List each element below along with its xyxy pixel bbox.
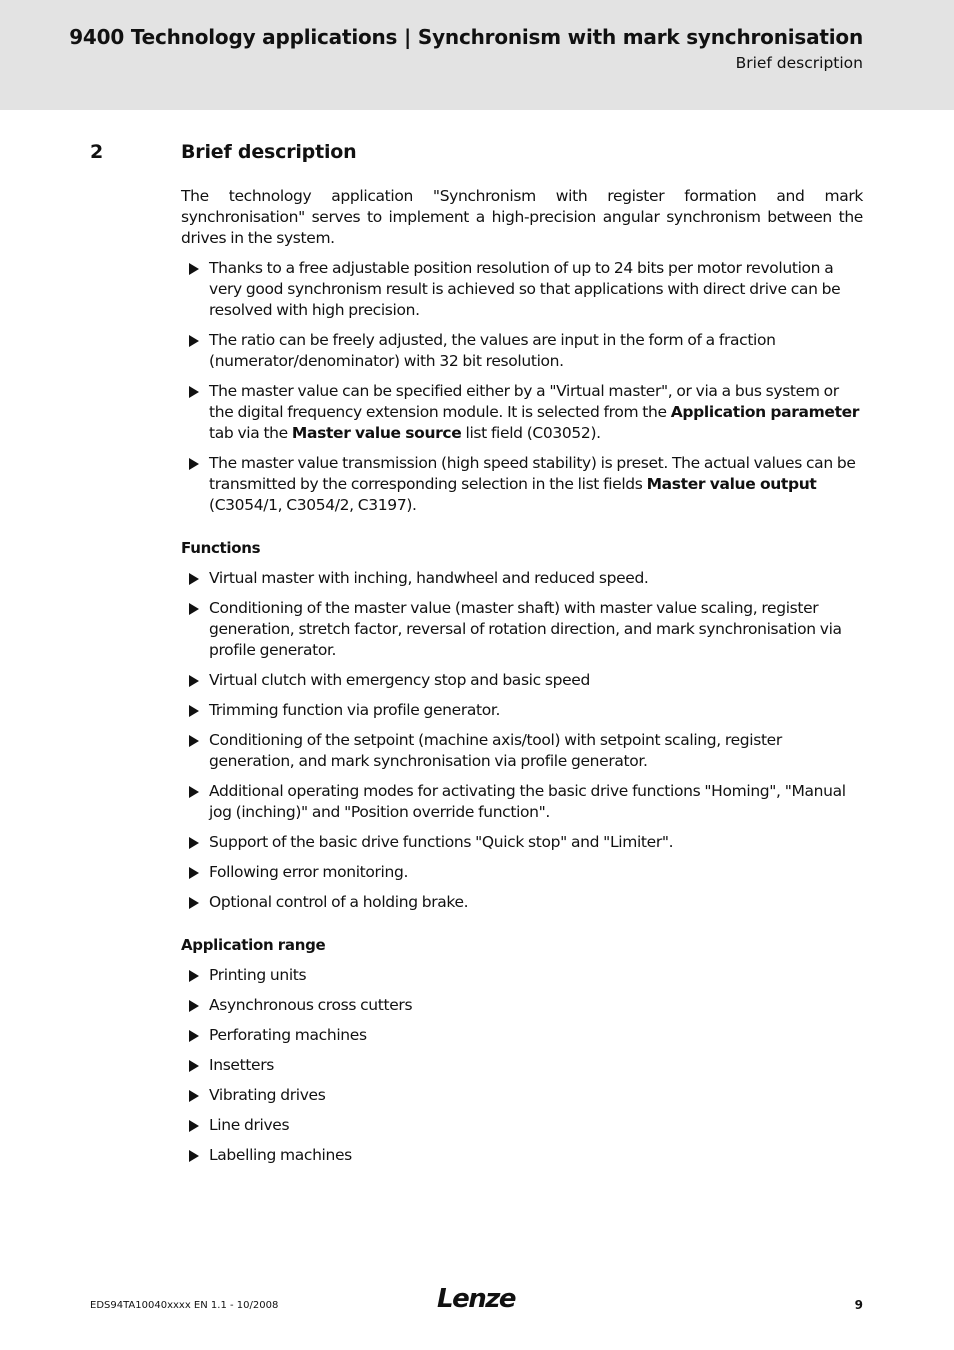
list-item-text: The master value transmission (high speed stability) is preset. The actual values can be transmitted by the corresponding selection in the list fields: [209, 454, 856, 493]
bullet-arrow-icon: [189, 335, 199, 347]
list-item: [181, 700, 863, 721]
header-title: 9400 Technology applications | Synchronism with mark synchronisation: [69, 25, 863, 49]
section-title: Brief description: [181, 141, 357, 163]
list-item: [181, 862, 863, 883]
list-item: [181, 453, 863, 516]
bullet-arrow-icon: [189, 897, 199, 909]
main-content: [181, 186, 863, 1175]
page-header: [0, 0, 954, 110]
list-item-text: Virtual master with inching, handwheel and reduced speed.: [209, 569, 649, 587]
list-item: [181, 1115, 863, 1136]
bold-term: Master value source: [291, 424, 462, 442]
bullet-arrow-icon: [189, 263, 199, 275]
bullet-arrow-icon: [189, 837, 199, 849]
bullet-arrow-icon: [189, 735, 199, 747]
list-item-text: Line drives: [209, 1116, 290, 1134]
list-item-text: Labelling machines: [209, 1146, 352, 1164]
list-item: [181, 1055, 863, 1076]
bold-term: Master value output: [646, 475, 817, 493]
list-item: [181, 598, 863, 661]
list-item: [181, 381, 863, 444]
list-item-text: Vibrating drives: [209, 1086, 326, 1104]
list-item-text: Conditioning of the master value (master shaft) with master value scaling, register generation, stretch factor, reversal of rotation direction, and mark synchronisation via profile generator.: [209, 599, 842, 659]
bullet-arrow-icon: [189, 1150, 199, 1162]
bullet-arrow-icon: [189, 1090, 199, 1102]
bullet-arrow-icon: [189, 786, 199, 798]
list-item: [181, 1145, 863, 1166]
list-item-text: Optional control of a holding brake.: [209, 893, 469, 911]
bullet-arrow-icon: [189, 675, 199, 687]
list-item-text: Following error monitoring.: [209, 863, 409, 881]
list-item-text: (C3054/1, C3054/2, C3197).: [209, 496, 417, 514]
bullet-arrow-icon: [189, 705, 199, 717]
list-item-text: Support of the basic drive functions "Quick stop" and "Limiter".: [209, 833, 674, 851]
bullet-arrow-icon: [189, 603, 199, 615]
footer-document-id: EDS94TA10040xxxx EN 1.1 - 10/2008: [90, 1300, 279, 1311]
bullet-arrow-icon: [189, 573, 199, 585]
section-number: 2: [90, 141, 104, 163]
list-item-text: Insetters: [209, 1056, 274, 1074]
bullet-arrow-icon: [189, 458, 199, 470]
application-range-heading: Application range: [181, 936, 326, 954]
list-item-text: Virtual clutch with emergency stop and basic speed: [209, 671, 590, 689]
bold-term: Application parameter: [670, 403, 860, 421]
functions-list: [181, 568, 863, 913]
list-item: [181, 568, 863, 589]
bullet-arrow-icon: [189, 970, 199, 982]
lenze-logo: Lenze: [437, 1284, 515, 1314]
bullet-arrow-icon: [189, 1120, 199, 1132]
list-item-text: Printing units: [209, 966, 307, 984]
list-item: [181, 670, 863, 691]
feature-list: [181, 258, 863, 516]
list-item: [181, 258, 863, 321]
bullet-arrow-icon: [189, 1030, 199, 1042]
bullet-arrow-icon: [189, 1060, 199, 1072]
bullet-arrow-icon: [189, 1000, 199, 1012]
list-item-text: The ratio can be freely adjusted, the values are input in the form of a fraction (numerator/denominator) with 32 bit resolution.: [209, 331, 776, 370]
list-item-text: Thanks to a free adjustable position resolution of up to 24 bits per motor revolution a very good synchronism result is achieved so that applications with direct drive can be resolved with high precision.: [209, 259, 841, 319]
functions-heading: Functions: [181, 539, 261, 557]
list-item: [181, 1085, 863, 1106]
list-item: [181, 832, 863, 853]
list-item-text: Asynchronous cross cutters: [209, 996, 413, 1014]
list-item-text: Perforating machines: [209, 1026, 367, 1044]
list-item-text: Trimming function via profile generator.: [209, 701, 501, 719]
list-item-text: Additional operating modes for activating the basic drive functions "Homing", "Manual jog (inching)" and "Position override function".: [209, 782, 846, 821]
list-item: [181, 1025, 863, 1046]
bullet-arrow-icon: [189, 386, 199, 398]
header-subtitle: Brief description: [735, 54, 863, 72]
list-item: [181, 330, 863, 372]
application-range-list: [181, 965, 863, 1166]
list-item: [181, 995, 863, 1016]
list-item: [181, 730, 863, 772]
list-item: [181, 965, 863, 986]
page-number: 9: [854, 1298, 863, 1312]
list-item-text: list field (C03052).: [461, 424, 601, 442]
bullet-arrow-icon: [189, 867, 199, 879]
intro-paragraph: The technology application "Synchronism with register formation and mark synchronisation" serves to implement a high-precision angular synchronism between the drives in the system.: [181, 187, 863, 247]
list-item: [181, 781, 863, 823]
list-item-text: The master value can be specified either by a "Virtual master", or via a bus system or the digital frequency extension module. It is selected from the: [209, 382, 839, 421]
list-item-text: Conditioning of the setpoint (machine axis/tool) with setpoint scaling, register generation, and mark synchronisation via profile generator.: [209, 731, 782, 770]
list-item-text: tab via the: [209, 424, 292, 442]
list-item: [181, 892, 863, 913]
